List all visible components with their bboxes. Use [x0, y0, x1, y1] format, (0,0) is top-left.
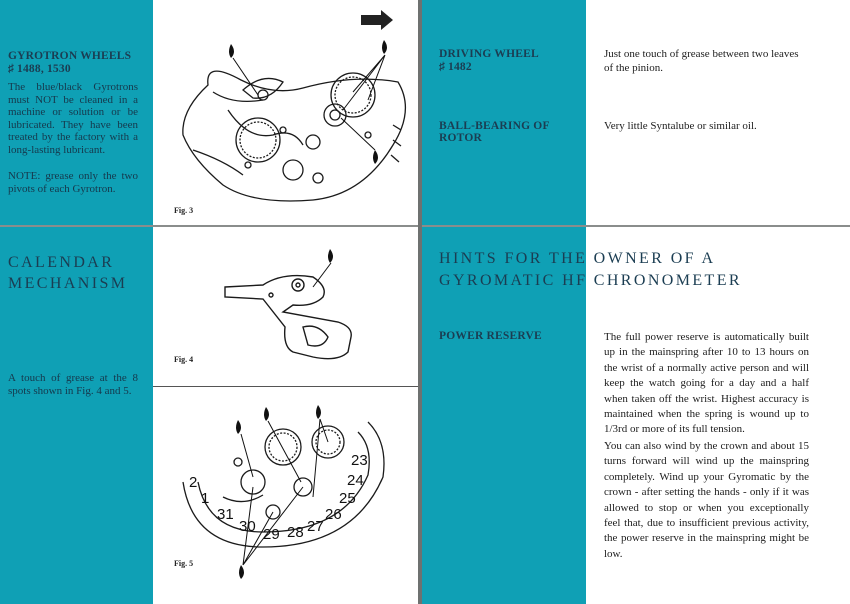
- calendar-text: A touch of grease at the 8 spots shown in Fig. 4 and 5.: [8, 372, 138, 397]
- driving-wheel-title: DRIVING WHEEL: [439, 48, 539, 60]
- driving-wheel-text-panel: [586, 0, 850, 225]
- fig3-illustration: [153, 0, 418, 225]
- fig5-illustration: [153, 387, 418, 604]
- dial-number: 1: [201, 490, 210, 507]
- dial-number: 27: [307, 518, 324, 535]
- gyrotron-note: NOTE: grease only the two pivots of each Gyrotron.: [8, 170, 138, 195]
- calendar-title-line1: CALENDAR: [8, 254, 115, 271]
- gyrotron-numbers: ♯ 1488, 1530: [8, 63, 71, 75]
- driving-wheel-panel: [422, 0, 586, 225]
- dial-number: 24: [347, 472, 364, 489]
- fig4-label: Fig. 4: [174, 355, 194, 364]
- dial-number: 28: [287, 524, 304, 541]
- dial-number: 25: [339, 490, 356, 507]
- gyrotron-text: The blue/black Gyrotrons must NOT be cleaned in a machine or solution or be lubricated. They have been treated by the factory with a long-lasting lubricant.: [8, 81, 138, 156]
- gyrotron-title: GYROTRON WHEELS: [8, 50, 132, 62]
- hints-title-line1: HINTS FOR THE OWNER OF A: [439, 250, 716, 267]
- driving-wheel-text: Just one touch of grease between two leaves of the pinion.: [604, 48, 799, 74]
- power-reserve-para1: The full power reserve is automatically built up in the mainspring after 10 to 13 hours on the wrist of a normally active person and will keep the watch going for a day and a half when taken off the wrist. Highest accuracy is maintained when the spring is wound up to 1/3rd or more of its full tension.: [604, 331, 809, 436]
- left-page: [0, 0, 418, 604]
- dial-number: 30: [239, 518, 256, 535]
- dial-number: 26: [325, 506, 342, 523]
- dial-number: 31: [217, 506, 234, 523]
- ball-bearing-text: Very little Syntalube or similar oil.: [604, 120, 757, 132]
- dial-number: 2: [189, 474, 198, 491]
- calendar-title-line2: MECHANISM: [8, 275, 128, 292]
- driving-wheel-number: ♯ 1482: [439, 61, 472, 73]
- fig5-label: Fig. 5: [174, 559, 194, 568]
- fig3-label: Fig. 3: [174, 206, 194, 215]
- dial-number: 29: [263, 526, 280, 543]
- power-reserve-para2: You can also wind by the crown and about 15 turns forward will wind up the mainspring completely. Wind up your Gyromatic by the crown - after setting the hands - only if it was allowed to stop or when you exceptionally feel that, due to insufficient previous activity, the power reserve in the mainspring might be low.: [604, 440, 809, 560]
- dial-number: 23: [351, 452, 368, 469]
- arrow-icon: [361, 10, 393, 30]
- fig4-illustration: [153, 227, 418, 387]
- ball-bearing-title-line2: ROTOR: [439, 132, 482, 144]
- hints-title-line2: GYROMATIC HF CHRONOMETER: [439, 272, 742, 289]
- power-reserve-title: POWER RESERVE: [439, 330, 542, 342]
- ball-bearing-title-line1: BALL-BEARING OF: [439, 120, 550, 132]
- right-page: [422, 0, 850, 604]
